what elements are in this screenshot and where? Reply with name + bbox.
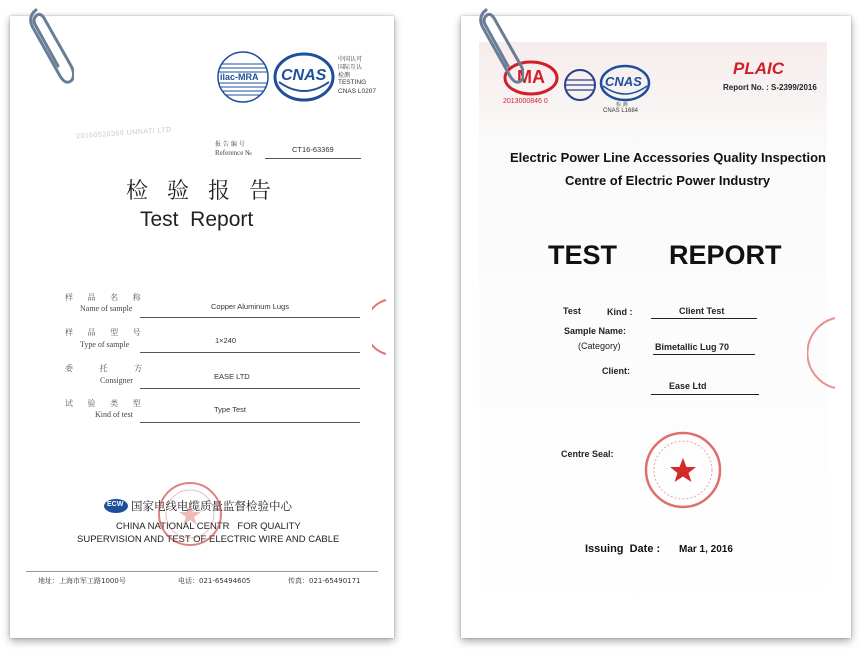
issuing-value: Mar 1, 2016 — [679, 544, 733, 555]
footer-divider — [26, 571, 378, 572]
test-kind-underline — [651, 318, 757, 319]
round-seal-left — [156, 480, 224, 548]
field-consigner-label-en: Consigner — [100, 376, 133, 385]
paperclip-icon-right — [472, 2, 524, 86]
test-kind-label-2: Kind : — [607, 307, 633, 317]
org-name-en-1: CHINA NATIONAL CENTR FOR QUALITY — [116, 521, 301, 532]
reference-underline — [265, 158, 361, 159]
ilac-mra-logo: ilac-MRA — [216, 50, 270, 104]
seal-stamp-edge — [372, 298, 412, 356]
title-test: TEST — [548, 240, 618, 270]
cnas-number-right: CNAS L1684 — [603, 108, 639, 114]
ecw-logo: ECW — [103, 498, 129, 514]
test-report-right — [461, 16, 851, 638]
field-type-value: 1×240 — [215, 336, 237, 345]
footer-phone: 电话：021-65494605 — [178, 577, 251, 585]
cnas-cn-right: 检 测 — [616, 102, 628, 108]
field-name-value: Copper Aluminum Lugs — [211, 302, 289, 311]
org-line-2: Centre of Electric Power Industry — [565, 173, 771, 188]
field-kind-label-cn: 试 验 类 型 — [65, 399, 147, 408]
field-type-underline — [140, 352, 360, 353]
seal-label: Centre Seal: — [561, 449, 614, 459]
test-report-left — [10, 16, 394, 638]
reference-label-en: Reference № — [215, 149, 252, 157]
sample-value: Bimetallic Lug 70 — [655, 342, 730, 352]
client-value: Ease Ltd — [669, 381, 707, 391]
title-en: Test Report — [140, 208, 254, 231]
cnas-text-cn-2: 国际互认 — [338, 64, 363, 71]
test-kind-value: Client Test — [679, 306, 725, 316]
client-label: Client: — [602, 366, 630, 376]
paperclip-icon — [22, 2, 74, 86]
title-report: REPORT — [669, 240, 782, 270]
field-consigner-label-cn: 委 托 方 — [65, 364, 155, 373]
paper-background — [479, 42, 827, 628]
cma-number: 2013000846 0 — [503, 98, 548, 105]
cnas-number: CNAS L0207 — [338, 88, 376, 95]
field-name-label-en: Name of sample — [80, 304, 133, 313]
field-consigner-value: EASE LTD — [214, 372, 250, 381]
cnas-text-cn-1: 中国认可 — [338, 56, 363, 63]
report-number: Report No. : S-2399/2016 — [723, 83, 817, 92]
title-cn: 检 验 报 告 — [126, 179, 277, 204]
reference-label-cn: 报 告 编 号 — [215, 141, 245, 148]
cnas-logo: CNAS — [273, 52, 335, 102]
issuing-label: Issuing Date : — [585, 543, 661, 555]
emblem-icon — [563, 68, 597, 102]
reference-value: CT16-63369 — [292, 145, 334, 154]
cnas-testing-text: TESTING — [338, 79, 367, 86]
test-kind-label-1: Test — [563, 306, 581, 316]
cnas-text-cn-3: 检测 — [338, 72, 351, 79]
faded-stamp-number: 20160520369 UNNATI LTD — [75, 126, 173, 141]
field-name-label-cn: 样 品 名 称 — [65, 293, 147, 302]
field-name-underline — [140, 317, 360, 318]
brand-plaic: PLAIC — [733, 59, 784, 78]
field-kind-value: Type Test — [214, 405, 246, 414]
field-kind-label-en: Kind of test — [95, 410, 133, 419]
org-name-cn: 国家电线电缆质量监督检验中心 — [131, 499, 292, 513]
field-type-label-cn: 样 品 型 号 — [65, 328, 147, 337]
seal-stamp-edge-right — [807, 316, 837, 390]
sample-label-2: (Category) — [578, 341, 621, 351]
org-name-en-2: SUPERVISION AND TEST OF ELECTRIC WIRE AND CABLE — [77, 534, 340, 545]
footer-fax: 传真：021-65490171 — [288, 577, 361, 585]
org-line-1: Electric Power Line Accessories Quality Inspection — [510, 150, 826, 165]
sample-underline — [653, 354, 755, 355]
footer-address: 地址：上海市军工路1000号 — [38, 577, 126, 585]
field-consigner-underline — [140, 388, 360, 389]
field-kind-underline — [140, 422, 360, 423]
cnas-logo-right: CNAS 检 测 CNAS L1684 — [599, 64, 659, 124]
sample-label-1: Sample Name: — [564, 326, 627, 336]
cma-logo: MA 2013000846 0 — [503, 60, 559, 104]
centre-seal — [643, 430, 723, 510]
client-underline — [651, 394, 759, 395]
field-type-label-en: Type of sample — [80, 340, 130, 349]
